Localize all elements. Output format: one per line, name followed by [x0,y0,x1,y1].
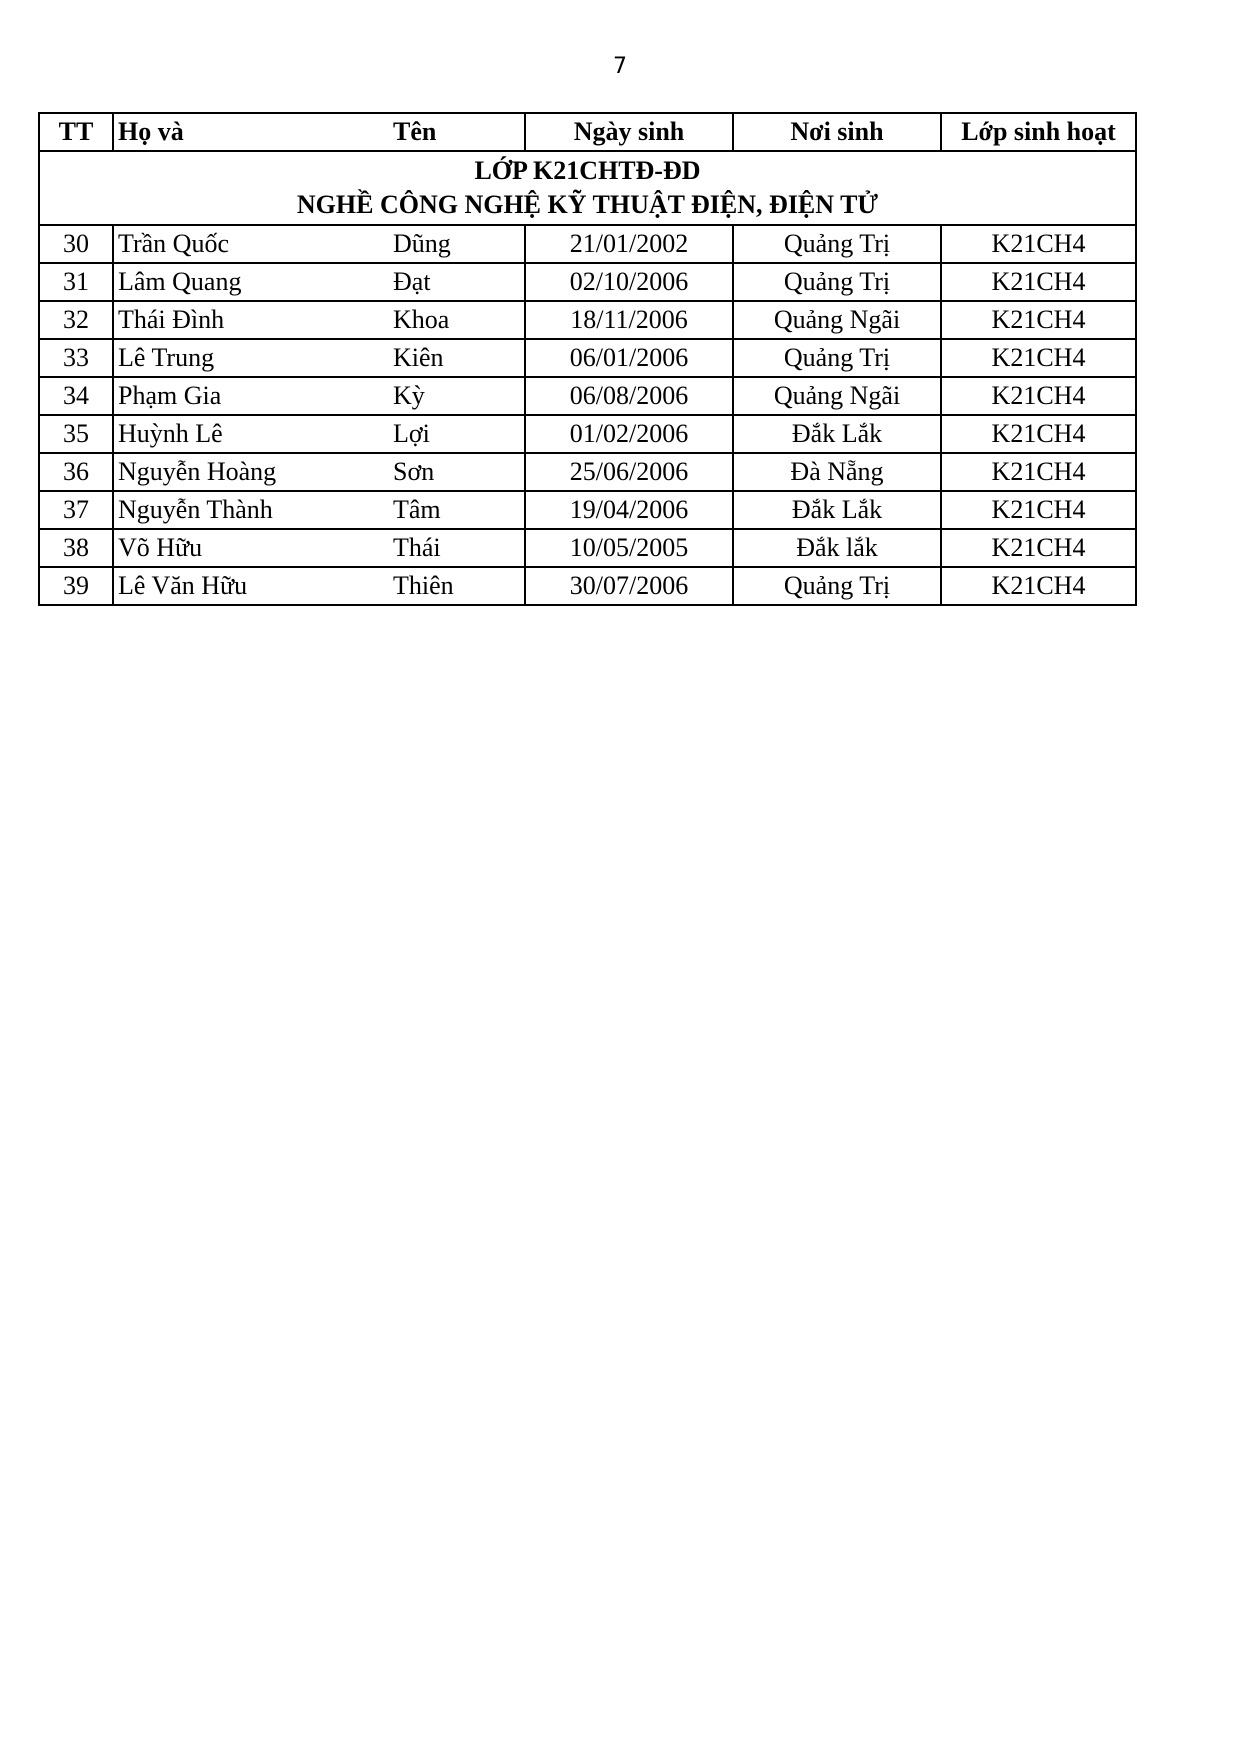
cell-noi-sinh: Đắk Lắk [733,491,941,529]
cell-ngay-sinh: 19/04/2006 [525,491,733,529]
cell-ten: Tâm [389,491,525,529]
table-header-row [39,113,1136,151]
cell-noi-sinh: Đắk Lắk [733,415,941,453]
class-name-heading: LỚP K21CHTĐ-ĐD [474,156,701,185]
table-row [39,567,1136,605]
table-row [39,263,1136,301]
cell-noi-sinh: Quảng Ngãi [733,301,941,339]
cell-lop-sinh-hoat: K21CH4 [941,415,1136,453]
cell-lop-sinh-hoat: K21CH4 [941,377,1136,415]
cell-ngay-sinh: 06/08/2006 [525,377,733,415]
cell-ten: Lợi [389,415,525,453]
cell-tt: 34 [39,377,113,415]
cell-ngay-sinh: 02/10/2006 [525,263,733,301]
cell-lop-sinh-hoat: K21CH4 [941,301,1136,339]
major-name-heading: NGHỀ CÔNG NGHỆ KỸ THUẬT ĐIỆN, ĐIỆN TỬ [296,190,879,219]
cell-ho-va: Phạm Gia [113,377,389,415]
cell-ho-va: Nguyễn Thành [113,491,389,529]
cell-lop-sinh-hoat: K21CH4 [941,491,1136,529]
cell-ho-va: Lê Văn Hữu [113,567,389,605]
cell-ten: Đạt [389,263,525,301]
cell-ho-va: Thái Đình [113,301,389,339]
page-number: 7 [613,54,627,79]
header-lop-sinh-hoat: Lớp sinh hoạt [941,113,1136,151]
cell-ho-va: Võ Hữu [113,529,389,567]
table-row [39,529,1136,567]
cell-ten: Khoa [389,301,525,339]
cell-noi-sinh: Quảng Ngãi [733,377,941,415]
cell-ho-va: Lâm Quang [113,263,389,301]
header-ho-va: Họ và [113,113,389,151]
cell-tt: 36 [39,453,113,491]
cell-ten: Kỳ [389,377,525,415]
cell-ngay-sinh: 10/05/2005 [525,529,733,567]
cell-noi-sinh: Quảng Trị [733,339,941,377]
cell-noi-sinh: Quảng Trị [733,225,941,263]
cell-lop-sinh-hoat: K21CH4 [941,453,1136,491]
cell-ngay-sinh: 06/01/2006 [525,339,733,377]
cell-ngay-sinh: 21/01/2002 [525,225,733,263]
cell-tt: 37 [39,491,113,529]
table-row [39,301,1136,339]
cell-noi-sinh: Quảng Trị [733,567,941,605]
cell-tt: 31 [39,263,113,301]
cell-noi-sinh: Đắk lắk [733,529,941,567]
table-row [39,453,1136,491]
group-heading [39,151,1136,225]
cell-ho-va: Trần Quốc [113,225,389,263]
cell-tt: 38 [39,529,113,567]
cell-lop-sinh-hoat: K21CH4 [941,225,1136,263]
cell-ten: Dũng [389,225,525,263]
cell-ho-va: Nguyễn Hoàng [113,453,389,491]
cell-ten: Thiên [389,567,525,605]
cell-lop-sinh-hoat: K21CH4 [941,567,1136,605]
header-noi-sinh: Nơi sinh [733,113,941,151]
table-row [39,225,1136,263]
cell-ho-va: Huỳnh Lê [113,415,389,453]
header-ten: Tên [389,113,525,151]
cell-ho-va: Lê Trung [113,339,389,377]
group-heading-row [39,151,1136,225]
cell-tt: 30 [39,225,113,263]
cell-ngay-sinh: 01/02/2006 [525,415,733,453]
cell-ten: Kiên [389,339,525,377]
cell-ngay-sinh: 25/06/2006 [525,453,733,491]
cell-tt: 33 [39,339,113,377]
cell-ten: Sơn [389,453,525,491]
cell-tt: 32 [39,301,113,339]
cell-tt: 35 [39,415,113,453]
table-row [39,377,1136,415]
cell-tt: 39 [39,567,113,605]
cell-lop-sinh-hoat: K21CH4 [941,339,1136,377]
student-roster-table [38,112,1137,606]
table-row [39,415,1136,453]
cell-ngay-sinh: 18/11/2006 [525,301,733,339]
cell-lop-sinh-hoat: K21CH4 [941,263,1136,301]
header-tt: TT [39,113,113,151]
cell-noi-sinh: Quảng Trị [733,263,941,301]
cell-noi-sinh: Đà Nẵng [733,453,941,491]
cell-ngay-sinh: 30/07/2006 [525,567,733,605]
table-row [39,491,1136,529]
header-ngay-sinh: Ngày sinh [525,113,733,151]
cell-lop-sinh-hoat: K21CH4 [941,529,1136,567]
cell-ten: Thái [389,529,525,567]
table-row [39,339,1136,377]
